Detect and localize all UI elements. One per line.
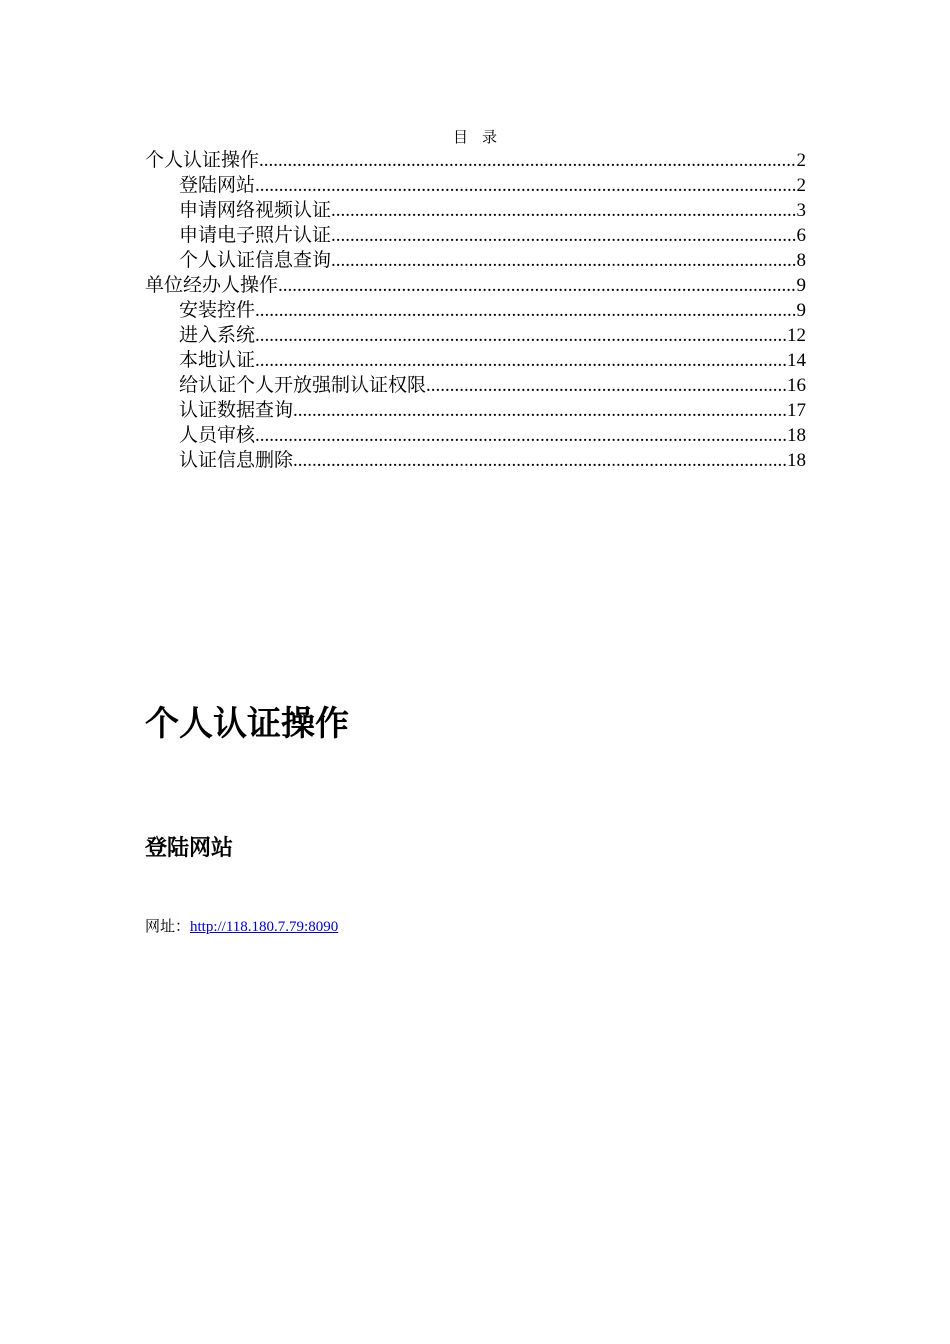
toc-dot-leader (255, 323, 787, 348)
toc-dot-leader (255, 348, 787, 373)
toc-entry[interactable] (145, 273, 806, 298)
toc-entry-label: 人员审核 (179, 424, 256, 446)
toc-dot-leader (293, 448, 787, 473)
toc-entry-label: 本地认证 (179, 349, 256, 371)
toc-entry-label: 认证数据查询 (179, 399, 294, 421)
toc-dot-leader (331, 223, 796, 248)
toc-dot-leader (293, 398, 787, 423)
toc-entry[interactable] (145, 248, 806, 273)
toc-entry-label: 安装控件 (179, 299, 256, 321)
toc-dot-leader (255, 173, 796, 198)
toc-dot-leader (255, 298, 796, 323)
table-of-contents (145, 148, 806, 473)
toc-entry-page: 3 (796, 200, 806, 221)
toc-entry-label: 个人认证信息查询 (179, 249, 332, 271)
section-heading: 个人认证操作 (145, 704, 349, 744)
toc-entry[interactable] (145, 373, 806, 398)
toc-entry-page: 9 (796, 275, 806, 296)
toc-entry-label: 进入系统 (179, 324, 256, 346)
toc-entry-label: 申请网络视频认证 (179, 199, 332, 221)
toc-entry-page: 12 (787, 325, 806, 346)
toc-dot-leader (278, 273, 796, 298)
toc-dot-leader (259, 148, 796, 173)
toc-entry-page: 18 (787, 450, 806, 471)
toc-dot-leader (426, 373, 787, 398)
toc-entry-label: 给认证个人开放强制认证权限 (179, 374, 427, 396)
toc-title: 目录 (452, 128, 511, 146)
toc-entry-page: 9 (796, 300, 806, 321)
url-label: 网址： (145, 917, 191, 935)
toc-entry-page: 16 (787, 375, 806, 396)
toc-entry-label: 申请电子照片认证 (179, 224, 332, 246)
toc-entry-page: 2 (796, 175, 806, 196)
toc-entry-label: 认证信息删除 (179, 449, 294, 471)
toc-entry-label: 单位经办人操作 (145, 274, 279, 296)
toc-entry-page: 2 (796, 150, 806, 171)
toc-entry-page: 17 (787, 400, 806, 421)
website-link[interactable]: http://118.180.7.79:8090 (190, 919, 339, 935)
toc-entry[interactable] (145, 398, 806, 423)
toc-entry[interactable] (145, 198, 806, 223)
toc-entry[interactable] (145, 348, 806, 373)
toc-entry-label: 个人认证操作 (145, 149, 260, 171)
toc-entry[interactable] (145, 423, 806, 448)
toc-dot-leader (255, 423, 787, 448)
subsection-heading: 登陆网站 (145, 836, 234, 861)
toc-dot-leader (331, 198, 796, 223)
toc-entry[interactable] (145, 448, 806, 473)
toc-entry[interactable] (145, 223, 806, 248)
website-address (145, 915, 338, 938)
toc-entry[interactable] (145, 173, 806, 198)
toc-entry-page: 6 (796, 225, 806, 246)
toc-entry-page: 14 (787, 350, 806, 371)
toc-entry-page: 18 (787, 425, 806, 446)
toc-entry[interactable] (145, 323, 806, 348)
toc-entry-page: 8 (796, 250, 806, 271)
toc-entry[interactable] (145, 148, 806, 173)
toc-dot-leader (331, 248, 796, 273)
toc-entry[interactable] (145, 298, 806, 323)
toc-entry-label: 登陆网站 (179, 174, 256, 196)
